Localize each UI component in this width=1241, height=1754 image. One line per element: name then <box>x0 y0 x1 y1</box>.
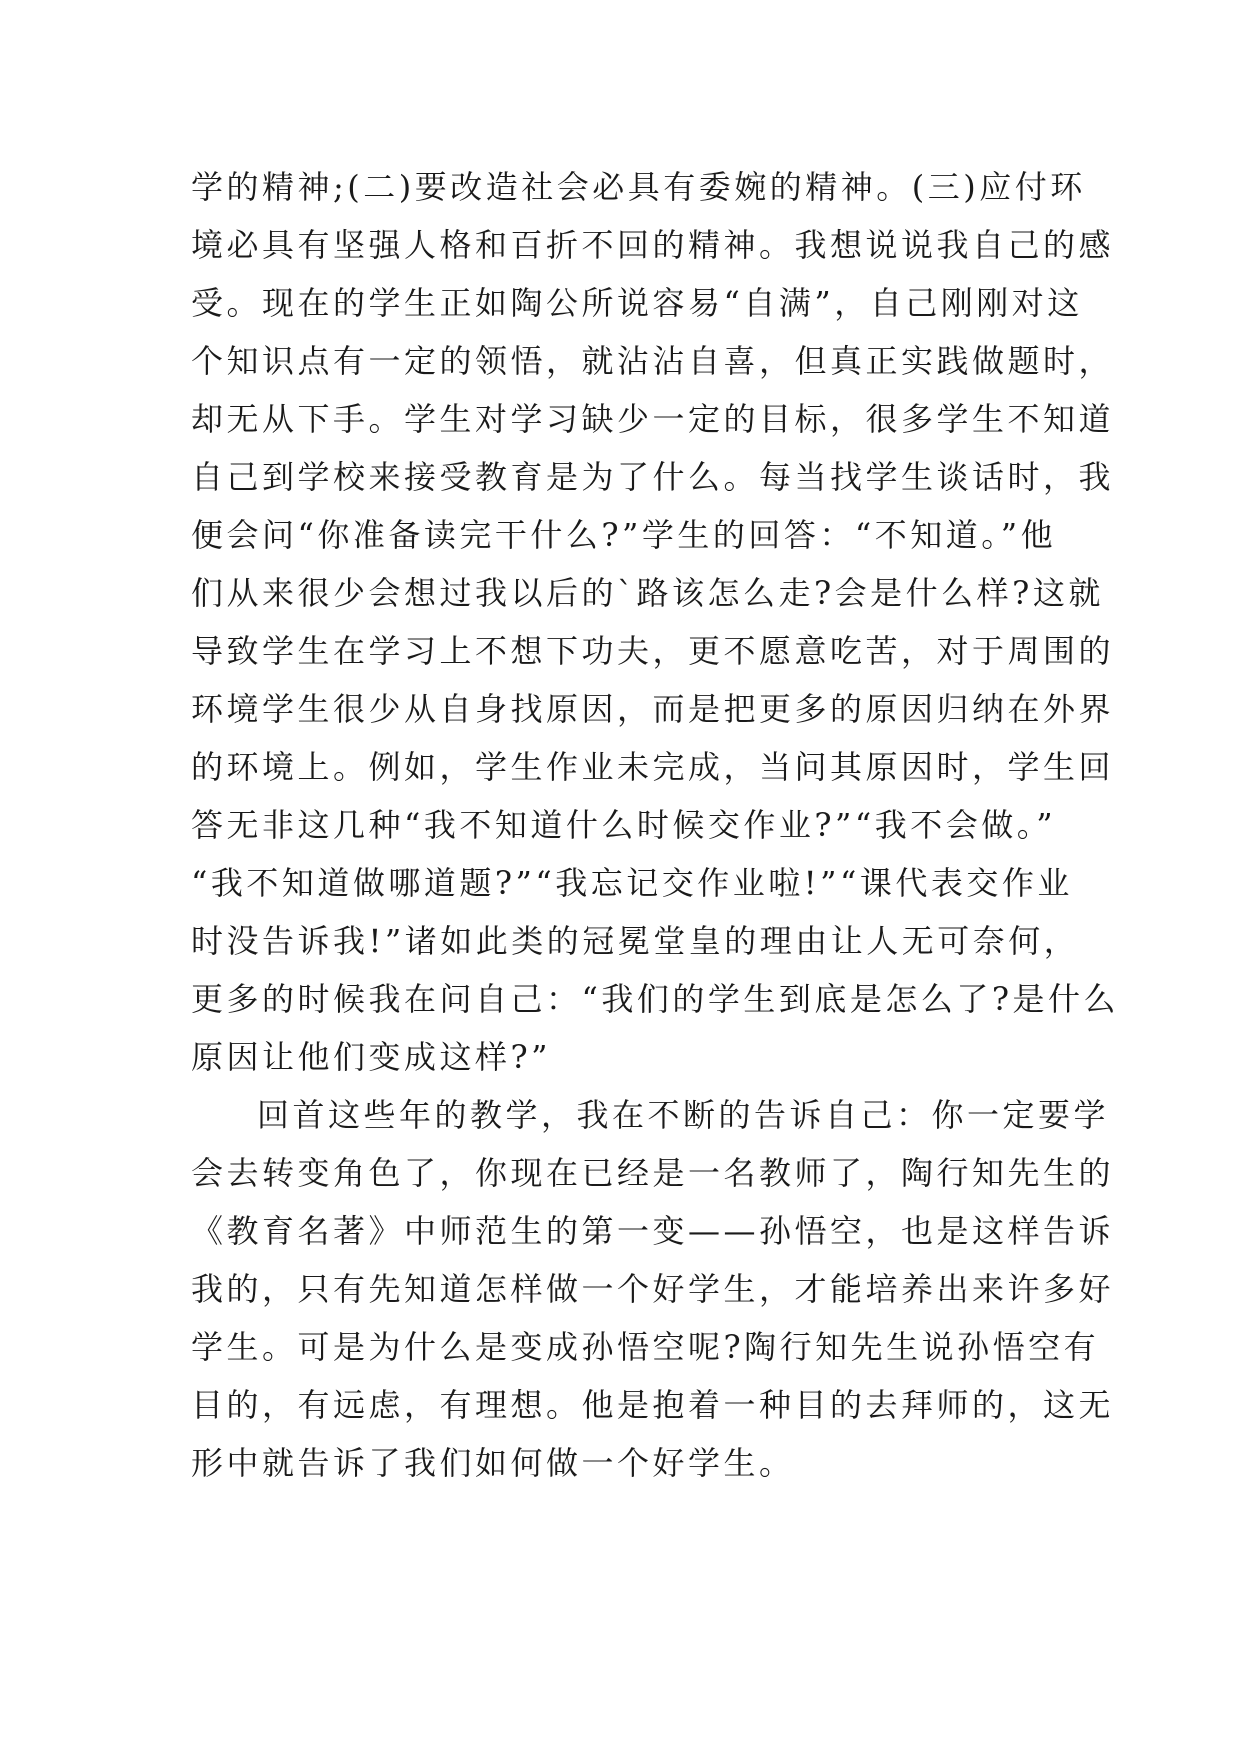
text-line: 导致学生在学习上不想下功夫，更不愿意吃苦，对于周围的 <box>191 632 1115 670</box>
text-line: 境必具有坚强人格和百折不回的精神。我想说说我自己的感 <box>191 226 1115 264</box>
text-line: 的环境上。例如，学生作业未完成，当问其原因时，学生回 <box>191 748 1115 786</box>
text-line: 会去转变角色了，你现在已经是一名教师了，陶行知先生的 <box>191 1154 1115 1192</box>
text-line: 我的，只有先知道怎样做一个好学生，才能培养出来许多好 <box>191 1270 1115 1308</box>
body-text <box>191 158 1120 1492</box>
text-line: “我不知道做哪道题?”“我忘记交作业啦!”“课代表交作业 <box>191 864 1073 902</box>
text-line: 自己到学校来接受教育是为了什么。每当找学生谈话时，我 <box>191 458 1115 496</box>
text-line: 学生。可是为什么是变成孙悟空呢?陶行知先生说孙悟空有 <box>191 1328 1100 1366</box>
text-line: 便会问“你准备读完干什么?”学生的回答：“不知道。”他 <box>191 516 1057 554</box>
text-line: 学的精神;(二)要改造社会必具有委婉的精神。(三)应付环 <box>191 168 1086 206</box>
text-line: 原因让他们变成这样?” <box>191 1038 552 1076</box>
text-line: 目的，有远虑，有理想。他是抱着一种目的去拜师的，这无 <box>191 1386 1115 1424</box>
paragraph-1 <box>191 158 1120 1086</box>
text-line: 答无非这几种“我不知道什么时候交作业?”“我不会做。” <box>191 806 1057 844</box>
text-line: 回首这些年的教学，我在不断的告诉自己：你一定要学 <box>257 1096 1110 1134</box>
text-line: 更多的时候我在问自己：“我们的学生到底是怎么了?是什么 <box>191 980 1120 1018</box>
paragraph-2 <box>191 1086 1115 1492</box>
text-line: 却无从下手。学生对学习缺少一定的目标，很多学生不知道 <box>191 400 1115 438</box>
text-line: 个知识点有一定的领悟，就沾沾自喜，但真正实践做题时， <box>191 342 1115 380</box>
text-line: 时没告诉我!”诸如此类的冠冕堂皇的理由让人无可奈何， <box>191 922 1080 960</box>
text-line: 环境学生很少从自身找原因，而是把更多的原因归纳在外界 <box>191 690 1115 728</box>
text-line: 《教育名著》中师范生的第一变——孙悟空，也是这样告诉 <box>191 1212 1115 1250</box>
text-line: 受。现在的学生正如陶公所说容易“自满”，自己刚刚对这 <box>191 284 1083 322</box>
text-line: 形中就告诉了我们如何做一个好学生。 <box>191 1444 795 1482</box>
text-line: 们从来很少会想过我以后的`路该怎么走?会是什么样?这就 <box>191 574 1104 612</box>
